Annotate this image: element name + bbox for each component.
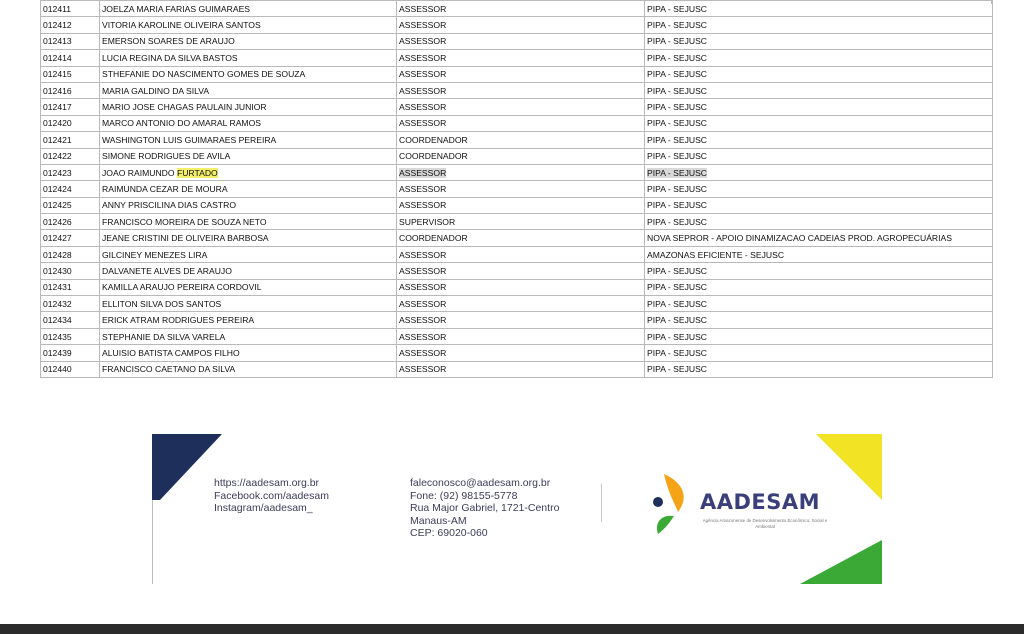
cell-code <box>41 197 100 213</box>
cell-unit <box>645 181 993 197</box>
contact-phone: Fone: (92) 98155-5778 <box>410 489 518 502</box>
cell-text: WASHINGTON LUIS GUIMARAES PEREIRA <box>102 134 277 145</box>
search-match-highlight: FURTADO <box>176 167 218 178</box>
cell-text: ASSESSOR <box>399 52 447 63</box>
cell-text: PIPA - SEJUSC <box>647 102 708 113</box>
cell-role <box>397 361 645 377</box>
cell-name <box>100 99 397 115</box>
cell-text: ASSESSOR <box>399 20 447 31</box>
cell-text: ASSESSOR <box>399 3 447 14</box>
cell-text: FRANCISCO CAETANO DA SILVA <box>102 364 236 375</box>
cell-text: AMAZONAS EFICIENTE - SEJUSC <box>647 249 785 260</box>
name-text: JOAO RAIMUNDO <box>102 167 177 178</box>
table-row <box>41 328 993 344</box>
cell-unit <box>645 17 993 33</box>
cell-text: 012435 <box>43 331 72 342</box>
cell-text: PIPA - SEJUSC <box>647 331 708 342</box>
cell-text: PIPA - SEJUSC <box>647 200 708 211</box>
cell-unit <box>645 33 993 49</box>
cell-text: DALVANETE ALVES DE ARAUJO <box>102 265 232 276</box>
cell-text: 012411 <box>43 3 72 14</box>
footer-links <box>214 477 329 515</box>
cell-text: 012426 <box>43 216 72 227</box>
cell-text: KAMILLA ARAUJO PEREIRA CORDOVIL <box>102 282 262 293</box>
cell-code <box>41 99 100 115</box>
cell-role <box>397 148 645 164</box>
cell-unit <box>645 1 993 17</box>
cell-text: SUPERVISOR <box>399 216 456 227</box>
cell-code <box>41 361 100 377</box>
cell-text: PIPA - SEJUSC <box>647 315 708 326</box>
table-row <box>41 246 993 262</box>
cell-role <box>397 33 645 49</box>
cell-text: 012427 <box>43 233 72 244</box>
aadesam-logo-icon <box>648 472 698 538</box>
cell-text: MARIA GALDINO DA SILVA <box>102 85 210 96</box>
cell-text: ASSESSOR <box>399 102 447 113</box>
logo-green-leaf <box>657 516 674 534</box>
cell-name <box>100 132 397 148</box>
cell-text: PIPA - SEJUSC <box>647 265 708 276</box>
cell-text: PIPA - SEJUSC <box>647 364 708 375</box>
table-row <box>41 66 993 82</box>
table-row <box>41 296 993 312</box>
cell-text: COORDENADOR <box>399 151 468 162</box>
cell-text: ASSESSOR <box>399 265 447 276</box>
cell-code <box>41 82 100 98</box>
cell-text: 012434 <box>43 315 72 326</box>
cell-text: 012417 <box>43 102 72 113</box>
cell-text: ANNY PRISCILINA DIAS CASTRO <box>102 200 237 211</box>
logo-navy-dot <box>653 497 663 507</box>
cell-text: MARCO ANTONIO DO AMARAL RAMOS <box>102 118 262 129</box>
table-row <box>41 1 993 17</box>
logo-orange-swoosh <box>664 474 684 512</box>
cell-code <box>41 164 100 180</box>
table-row <box>41 312 993 328</box>
cell-code <box>41 181 100 197</box>
logo-tagline: Agência Amazonense de Desenvolvimento Econômico, Social e Ambiental <box>702 518 828 529</box>
navy-corner-path <box>152 434 222 500</box>
cell-text: 012413 <box>43 36 72 47</box>
cell-role <box>397 50 645 66</box>
cell-role <box>397 279 645 295</box>
cell-code <box>41 279 100 295</box>
cell-text: PIPA - SEJUSC <box>647 3 708 14</box>
cell-text: FRANCISCO MOREIRA DE SOUZA NETO <box>102 216 267 227</box>
table-row <box>41 164 993 180</box>
contact-address: Rua Major Gabriel, 1721-Centro <box>410 502 560 514</box>
cell-name <box>100 214 397 230</box>
cell-text: VITORIA KAROLINE OLIVEIRA SANTOS <box>102 20 261 31</box>
cell-name <box>100 361 397 377</box>
cell-name <box>100 66 397 82</box>
cell-text: PIPA - SEJUSC <box>647 85 708 96</box>
cell-text: ASSESSOR <box>399 347 447 358</box>
cell-code <box>41 1 100 17</box>
cell-code <box>41 50 100 66</box>
cell-text: RAIMUNDA CEZAR DE MOURA <box>102 183 228 194</box>
logo-wordmark: AADESAM <box>700 490 821 514</box>
cell-text: 012432 <box>43 298 72 309</box>
cell-unit <box>645 132 993 148</box>
cell-role <box>397 17 645 33</box>
cell-unit <box>645 328 993 344</box>
cell-name <box>100 115 397 131</box>
cell-text: ASSESSOR <box>399 118 447 129</box>
roster-table-container <box>40 0 992 378</box>
footer-contact <box>410 477 559 540</box>
cell-role <box>397 99 645 115</box>
cell-text: ASSESSOR <box>399 183 447 194</box>
cell-name <box>100 312 397 328</box>
letterhead-footer <box>152 434 882 584</box>
cell-text: PIPA - SEJUSC <box>647 118 708 129</box>
cell-role <box>397 66 645 82</box>
table-row <box>41 82 993 98</box>
cell-unit <box>645 361 993 377</box>
cell-name <box>100 230 397 246</box>
table-row <box>41 33 993 49</box>
cell-text: ASSESSOR <box>399 331 447 342</box>
cell-text: 012439 <box>43 347 72 358</box>
contact-zip: CEP: 69020-060 <box>410 527 488 539</box>
table-row <box>41 115 993 131</box>
table-row <box>41 99 993 115</box>
cell-text: 012428 <box>43 249 72 260</box>
cell-text: 012424 <box>43 183 72 194</box>
cell-text: JEANE CRISTINI DE OLIVEIRA BARBOSA <box>102 233 269 244</box>
cell-role <box>397 296 645 312</box>
cell-text: JOELZA MARIA FARIAS GUIMARAES <box>102 3 251 14</box>
cell-text: 012416 <box>43 85 72 96</box>
cell-role <box>397 1 645 17</box>
contact-email[interactable]: faleconosco@aadesam.org.br <box>410 477 551 489</box>
cell-text: LUCIA REGINA DA SILVA BASTOS <box>102 52 238 63</box>
cell-role <box>397 164 645 180</box>
cell-code <box>41 33 100 49</box>
cell-code <box>41 296 100 312</box>
table-row <box>41 181 993 197</box>
cell-unit <box>645 246 993 262</box>
cell-unit <box>645 279 993 295</box>
cell-unit <box>645 296 993 312</box>
cell-text: PIPA - SEJUSC <box>647 52 708 63</box>
cell-role <box>397 263 645 279</box>
cell-unit <box>645 263 993 279</box>
cell-text: ASSESSOR <box>399 36 447 47</box>
cell-unit <box>645 66 993 82</box>
cell-name <box>100 82 397 98</box>
cell-text: PIPA - SEJUSC <box>647 20 708 31</box>
cell-name <box>100 33 397 49</box>
cell-role <box>397 246 645 262</box>
cell-text: 012430 <box>43 265 72 276</box>
cell-text: MARIO JOSE CHAGAS PAULAIN JUNIOR <box>102 102 267 113</box>
table-row <box>41 214 993 230</box>
cell-code <box>41 246 100 262</box>
table-row <box>41 197 993 213</box>
cell-text: ALUISIO BATISTA CAMPOS FILHO <box>102 347 240 358</box>
cell-code <box>41 148 100 164</box>
cell-text: ASSESSOR <box>399 282 447 293</box>
cell-text: 012423 <box>43 167 72 178</box>
cell-role <box>397 82 645 98</box>
cell-text: 012440 <box>43 364 72 375</box>
cell-text: 012415 <box>43 69 72 80</box>
cell-text: PIPA - SEJUSC <box>647 347 708 358</box>
table-row <box>41 345 993 361</box>
cell-role <box>397 230 645 246</box>
table-row <box>41 148 993 164</box>
cell-text: ELLITON SILVA DOS SANTOS <box>102 298 222 309</box>
footer-divider <box>601 484 602 522</box>
cell-code <box>41 66 100 82</box>
cell-unit <box>645 50 993 66</box>
cell-role <box>397 132 645 148</box>
cell-unit <box>645 148 993 164</box>
cell-text: ASSESSOR <box>399 315 447 326</box>
cell-name <box>100 181 397 197</box>
cell-name <box>100 263 397 279</box>
cell-text: PIPA - SEJUSC <box>647 69 708 80</box>
cell-unit <box>645 230 993 246</box>
cell-text: ASSESSOR <box>399 85 447 96</box>
cell-name <box>100 328 397 344</box>
viewer-bottom-bar <box>0 624 1024 634</box>
aadesam-logo <box>648 472 838 542</box>
cell-role <box>397 328 645 344</box>
cell-role <box>397 181 645 197</box>
cell-code <box>41 17 100 33</box>
cell-text: STEPHANIE DA SILVA VARELA <box>102 331 226 342</box>
cell-text: ASSESSOR <box>399 364 447 375</box>
cell-text: SIMONE RODRIGUES DE AVILA <box>102 151 231 162</box>
cell-unit <box>645 164 993 180</box>
cell-role <box>397 312 645 328</box>
cell-text: NOVA SEPROR - APOIO DINAMIZACAO CADEIAS PROD. AGROPECUÁRIAS <box>647 233 952 244</box>
cell-code <box>41 132 100 148</box>
table-row <box>41 263 993 279</box>
cell-text: COORDENADOR <box>399 233 468 244</box>
website-link[interactable]: https://aadesam.org.br <box>214 477 320 489</box>
contact-city: Manaus-AM <box>410 514 467 527</box>
cell-text: ERICK ATRAM RODRIGUES PEREIRA <box>102 315 255 326</box>
cell-code <box>41 214 100 230</box>
roster-table-body <box>41 1 993 378</box>
cell-unit <box>645 197 993 213</box>
cell-name <box>100 164 397 180</box>
instagram-link[interactable]: Instagram/aadesam_ <box>214 502 313 514</box>
roster-table <box>40 0 993 378</box>
facebook-link[interactable]: Facebook.com/aadesam <box>214 489 329 502</box>
cell-code <box>41 328 100 344</box>
cell-text: PIPA - SEJUSC <box>647 134 708 145</box>
cell-name <box>100 17 397 33</box>
cell-name <box>100 345 397 361</box>
cell-role <box>397 345 645 361</box>
cell-name <box>100 197 397 213</box>
cell-name <box>100 1 397 17</box>
cell-text: 012420 <box>43 118 72 129</box>
cell-text: GILCINEY MENEZES LIRA <box>102 249 208 260</box>
cell-role <box>397 214 645 230</box>
green-corner-path <box>800 540 882 584</box>
cell-text: PIPA - SEJUSC <box>647 298 708 309</box>
cell-text: ASSESSOR <box>399 200 447 211</box>
cell-name <box>100 246 397 262</box>
cell-unit <box>645 115 993 131</box>
cell-role <box>397 197 645 213</box>
cell-text: COORDENADOR <box>399 134 468 145</box>
cell-code <box>41 345 100 361</box>
cell-name <box>100 279 397 295</box>
cell-text: STHEFANIE DO NASCIMENTO GOMES DE SOUZA <box>102 69 306 80</box>
table-row <box>41 50 993 66</box>
cell-code <box>41 263 100 279</box>
navy-corner-shape <box>152 434 222 500</box>
cell-text: PIPA - SEJUSC <box>647 282 708 293</box>
green-corner-shape <box>800 540 882 584</box>
cell-text: 012425 <box>43 200 72 211</box>
cell-unit <box>645 214 993 230</box>
cell-text: 012412 <box>43 20 72 31</box>
cell-text: EMERSON SOARES DE ARAUJO <box>102 36 235 47</box>
cell-text: PIPA - SEJUSC <box>647 36 708 47</box>
cell-name <box>100 50 397 66</box>
cell-text: 012421 <box>43 134 72 145</box>
cell-text: 012431 <box>43 282 72 293</box>
table-row <box>41 361 993 377</box>
cell-role <box>397 115 645 131</box>
cell-name <box>100 296 397 312</box>
cell-text: ASSESSOR <box>399 298 447 309</box>
cell-name <box>100 148 397 164</box>
cell-unit <box>645 345 993 361</box>
cell-unit <box>645 312 993 328</box>
cell-text: 012414 <box>43 52 72 63</box>
table-row <box>41 230 993 246</box>
cell-text: PIPA - SEJUSC <box>647 167 708 178</box>
cell-text: PIPA - SEJUSC <box>647 183 708 194</box>
cell-text: 012422 <box>43 151 72 162</box>
cell-text: PIPA - SEJUSC <box>647 151 708 162</box>
cell-code <box>41 115 100 131</box>
cell-code <box>41 312 100 328</box>
table-row <box>41 17 993 33</box>
table-row <box>41 279 993 295</box>
cell-text: PIPA - SEJUSC <box>647 216 708 227</box>
cell-code <box>41 230 100 246</box>
cell-text: ASSESSOR <box>399 167 447 178</box>
cell-text: ASSESSOR <box>399 249 447 260</box>
table-row <box>41 132 993 148</box>
cell-text: ASSESSOR <box>399 69 447 80</box>
cell-unit <box>645 99 993 115</box>
cell-unit <box>645 82 993 98</box>
